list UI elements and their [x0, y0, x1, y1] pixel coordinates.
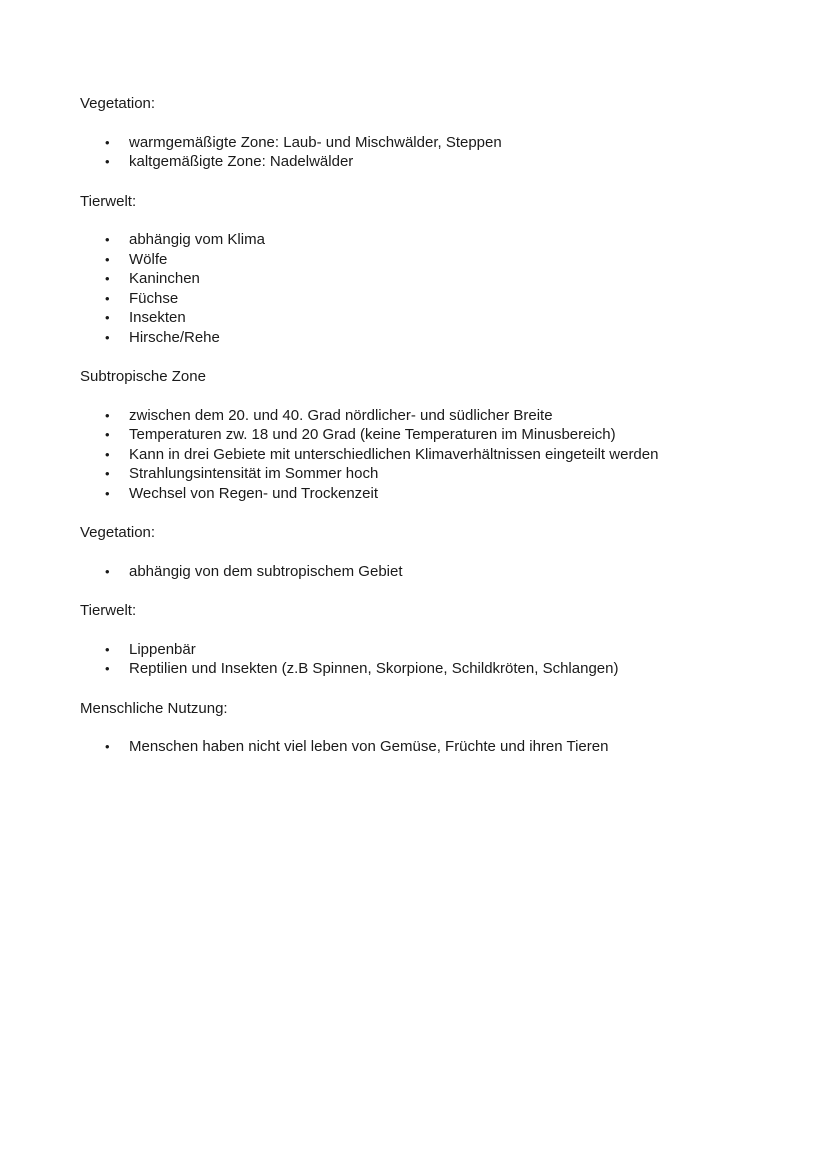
list-item [105, 230, 758, 250]
document-section [80, 601, 758, 679]
bullet-dot-icon: • [105, 310, 110, 325]
section-heading: Tierwelt: [80, 192, 137, 210]
bullet-list [80, 133, 758, 172]
bullet-dot-icon: • [105, 154, 110, 169]
list-item-text: Temperaturen zw. 18 und 20 Grad (keine Temperaturen im Minusbereich) [129, 426, 616, 443]
list-item-text: kaltgemäßigte Zone: Nadelwälder [129, 153, 354, 170]
bullet-dot-icon: • [105, 251, 110, 267]
list-item [105, 133, 758, 153]
bullet-list [80, 230, 758, 347]
bullet-list [80, 562, 758, 582]
section-heading: Subtropische Zone [80, 368, 206, 385]
list-item [105, 484, 758, 504]
list-item-text: Strahlungsintensität im Sommer hoch [129, 465, 379, 482]
list-item [105, 562, 758, 582]
bullet-dot-icon: • [105, 232, 110, 247]
list-item [105, 640, 758, 660]
list-item [105, 308, 758, 328]
list-item [105, 289, 758, 309]
list-item-text: Füchse [129, 289, 179, 307]
list-item-text: Wölfe [129, 250, 168, 268]
bullet-list [80, 640, 758, 679]
list-item [105, 445, 758, 465]
bullet-dot-icon: • [105, 466, 110, 481]
bullet-dot-icon: • [105, 563, 110, 579]
list-item-text: Lippenbär [129, 640, 196, 658]
list-item [105, 425, 758, 445]
list-item-text: Reptilien und Insekten (z.B Spinnen, Skorpione, Schildkröten, Schlangen) [129, 660, 619, 677]
list-item [105, 269, 758, 289]
document-section [80, 94, 758, 172]
bullet-dot-icon: • [105, 407, 110, 423]
list-item-text: Hirsche/Rehe [129, 328, 220, 346]
list-item [105, 250, 758, 270]
bullet-list [80, 737, 758, 757]
bullet-dot-icon: • [105, 641, 110, 657]
document-section [80, 699, 758, 757]
document-section [80, 523, 758, 581]
bullet-list [80, 406, 758, 504]
document-section [80, 192, 758, 348]
list-item-text: Wechsel von Regen- und Trockenzeit [129, 484, 379, 502]
list-item-text: zwischen dem 20. und 40. Grad nördlicher- und südlicher Breite [129, 406, 553, 424]
section-heading: Tierwelt: [80, 602, 137, 619]
bullet-dot-icon: • [105, 485, 110, 501]
list-item [105, 328, 758, 348]
list-item-text: Kaninchen [129, 270, 200, 287]
bullet-dot-icon: • [105, 134, 110, 150]
bullet-dot-icon: • [105, 329, 110, 345]
list-item [105, 152, 758, 172]
section-heading: Menschliche Nutzung: [80, 699, 228, 717]
list-item-text: Kann in drei Gebiete mit unterschiedlichen Klimaverhältnissen eingeteilt werden [129, 445, 659, 463]
list-item [105, 737, 758, 757]
document-section [80, 367, 758, 503]
list-item [105, 464, 758, 484]
list-item-text: abhängig vom Klima [129, 231, 265, 248]
list-item [105, 659, 758, 679]
list-item-text: Menschen haben nicht viel leben von Gemüse, Früchte und ihren Tieren [129, 738, 609, 755]
bullet-dot-icon: • [105, 739, 110, 754]
bullet-dot-icon: • [105, 661, 110, 676]
list-item-text: abhängig von dem subtropischem Gebiet [129, 562, 403, 580]
section-heading: Vegetation: [80, 95, 156, 112]
bullet-dot-icon: • [105, 271, 110, 286]
list-item-text: Insekten [129, 309, 186, 326]
list-item-text: warmgemäßigte Zone: Laub- und Mischwälder, Steppen [129, 133, 502, 151]
section-heading: Vegetation: [80, 524, 156, 541]
bullet-dot-icon: • [105, 446, 110, 462]
list-item [105, 406, 758, 426]
bullet-dot-icon: • [105, 427, 110, 442]
bullet-dot-icon: • [105, 290, 110, 306]
